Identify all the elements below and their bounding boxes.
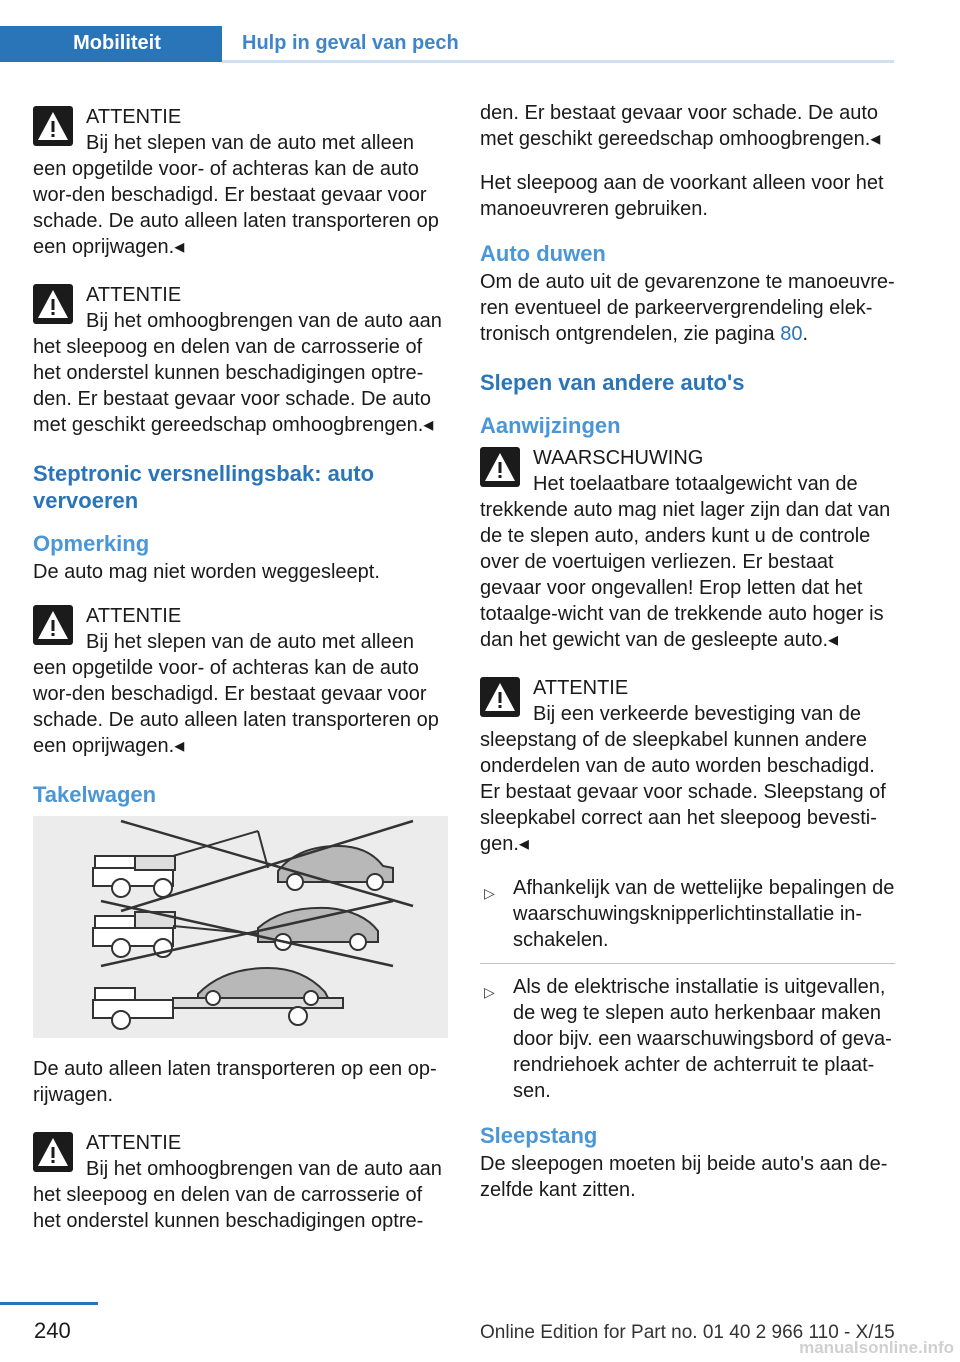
subheading-auto-duwen: Auto duwen — [480, 241, 606, 266]
warning-block — [33, 599, 448, 759]
list-item — [480, 875, 895, 953]
duwen-text — [480, 269, 895, 347]
warning-icon — [33, 1132, 73, 1172]
warning-label: ATTENTIE — [86, 284, 182, 306]
warning-block — [33, 100, 448, 260]
duwen-end: . — [802, 323, 809, 345]
bullet-list — [480, 875, 895, 1104]
warning-block — [33, 1126, 448, 1234]
triangle-bullet-icon: ▷ — [484, 885, 495, 901]
section-heading-slepen: Slepen van andere auto's — [480, 370, 745, 395]
warning-block — [480, 441, 895, 653]
triangle-bullet-icon: ▷ — [484, 984, 495, 1000]
sleepoog-text: Het sleepoog aan de voorkant alleen voor het manoeuvreren gebruiken. — [480, 172, 884, 220]
warning-text: Bij het slepen van de auto met alleen een opgetilde voor- of achteras kan de auto wor-den beschadigd. Er bestaat gevaar voor schade. De auto alleen laten transporteren op een oprijwagen.◂ — [33, 132, 439, 258]
opmerking-text: De auto mag niet worden weggesleept. — [33, 561, 380, 583]
footer-rule — [0, 1302, 98, 1305]
warning-text: Het toelaatbare totaalgewicht van de trekkende auto mag niet lager zijn dan dat van de te slepen auto, anders kunt u de controle over de voertuigen verliezen. Er bestaat gevaar voor ongevallen! Erop letten dat het totaalge-wicht van de trekkende auto hoger is dan het gewicht van de gesleepte auto.◂ — [480, 473, 891, 651]
towing-illustration — [33, 816, 448, 1038]
continued-text: den. Er bestaat gevaar voor schade. De auto met geschikt gereedschap omhoogbrengen.◂ — [480, 102, 881, 150]
warning-text: Bij het omhoogbrengen van de auto aan het sleepoog en delen van de carrosserie of het onderstel kunnen beschadigingen optre-den. Er bestaat gevaar voor schade. De auto met geschikt gereedschap omhoogbrengen.◂ — [33, 310, 442, 436]
warning-text: Bij het omhoogbrengen van de auto aan het sleepoog en delen van de carrosserie of het onderstel kunnen beschadigingen optre- — [33, 1158, 442, 1232]
warning-label: ATTENTIE — [86, 1132, 182, 1154]
list-item — [480, 963, 895, 1104]
warning-icon — [33, 106, 73, 146]
warning-label: ATTENTIE — [86, 605, 182, 627]
section-heading-steptronic: Steptronic versnellingsbak: auto vervoeren — [33, 461, 375, 513]
warning-text: Bij het slepen van de auto met alleen een opgetilde voor- of achteras kan de auto wor-den beschadigd. Er bestaat gevaar voor schade. De auto alleen laten transporteren op een oprijwagen.◂ — [33, 631, 439, 757]
edition-text: Online Edition for Part no. 01 40 2 966 110 - X/15 — [480, 1322, 895, 1343]
subheading-aanwijzingen: Aanwijzingen — [480, 413, 621, 438]
subheading-sleepstang: Sleepstang — [480, 1123, 598, 1148]
page-number: 240 — [34, 1318, 71, 1343]
list-item-text: Afhankelijk van de wettelijke bepalingen de waarschuwingsknipperlichtinstallatie in-schakelen. — [513, 877, 895, 951]
warning-icon — [480, 447, 520, 487]
sleepstang-text: De sleepogen moeten bij beide auto's aan de-zelfde kant zitten. — [480, 1153, 888, 1201]
warning-icon — [480, 677, 520, 717]
left-column — [33, 100, 448, 1252]
warning-label: ATTENTIE — [533, 677, 629, 699]
subheading-takelwagen: Takelwagen — [33, 782, 157, 807]
list-item-text: Als de elektrische installatie is uitgevallen, de weg te slepen auto herkenbaar maken door bijv. een waarschuwingsbord of geva-rendriehoek achter de achterruit te plaat-sen. — [513, 976, 892, 1102]
warning-block — [33, 278, 448, 438]
tab-mobiliteit[interactable]: Mobiliteit — [0, 26, 222, 62]
warning-icon — [33, 605, 73, 645]
warning-block — [480, 671, 895, 857]
warning-label: WAARSCHUWING — [533, 447, 704, 469]
tab-hulp-in-geval-van-pech[interactable]: Hulp in geval van pech — [222, 26, 894, 62]
right-column — [480, 100, 895, 1221]
watermark: manualsonline.info — [799, 1338, 954, 1357]
header-rule — [222, 60, 894, 63]
page-link[interactable]: 80 — [780, 323, 803, 345]
warning-label: ATTENTIE — [86, 106, 182, 128]
warning-text: Bij een verkeerde bevestiging van de sleepstang of de sleepkabel kunnen andere onderdelen van de auto worden beschadigd. Er bestaat gevaar voor schade. Sleepstang of sleepkabel correct aan het sleepoog bevesti-gen.◂ — [480, 703, 886, 855]
subheading-opmerking: Opmerking — [33, 531, 150, 556]
warning-icon — [33, 284, 73, 324]
duwen-body: Om de auto uit de gevarenzone te manoeuvre-ren eventueel de parkeervergrendeling elek-tronisch ontgrendelen, zie pagina — [480, 271, 895, 345]
takelwagen-text: De auto alleen laten transporteren op een op-rijwagen. — [33, 1058, 437, 1106]
